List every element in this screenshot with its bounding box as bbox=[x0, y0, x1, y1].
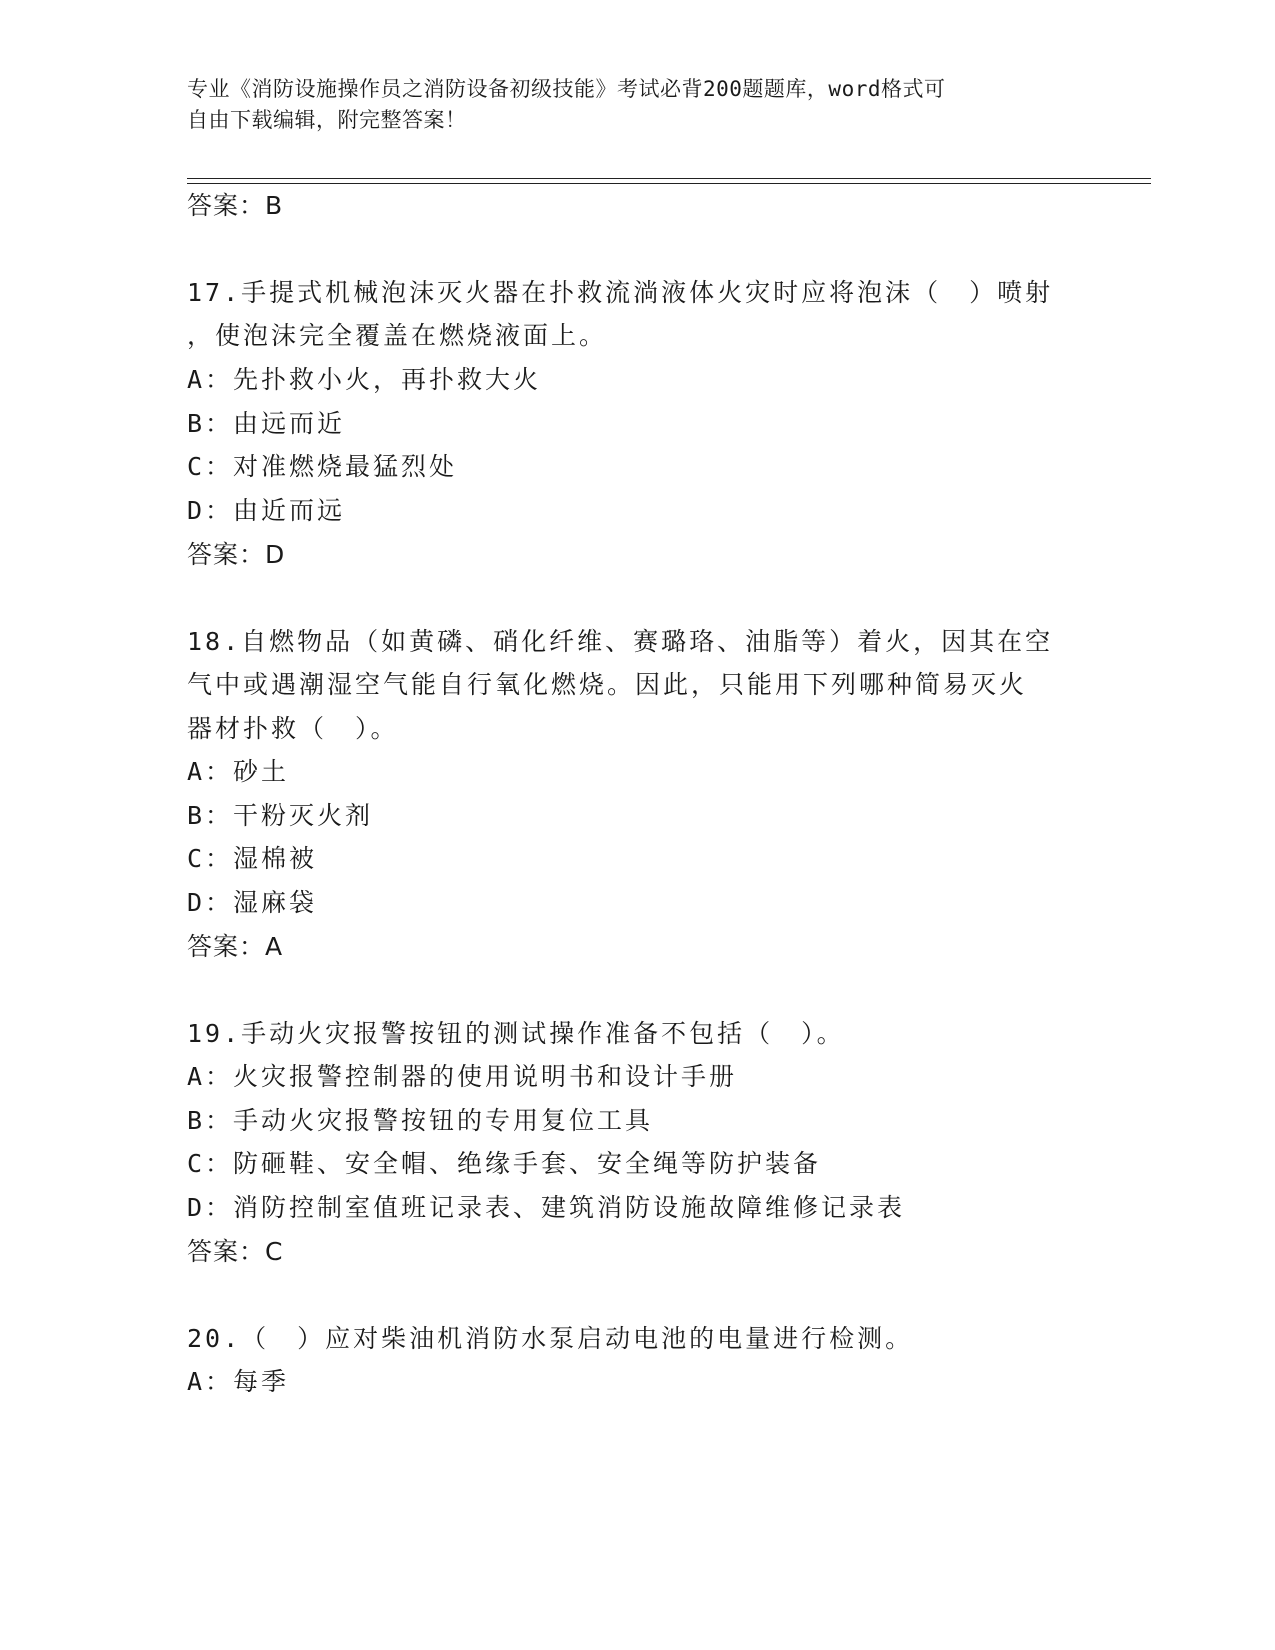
question-19-answer: 答案：C bbox=[187, 1237, 284, 1266]
question-19-option-c: C：防砸鞋、安全帽、绝缘手套、安全绳等防护装备 bbox=[187, 1149, 822, 1178]
question-17-stem-2: ，使泡沫完全覆盖在燃烧液面上。 bbox=[187, 321, 608, 350]
question-17-option-c: C：对准燃烧最猛烈处 bbox=[187, 452, 458, 481]
question-17-option-d: D：由近而远 bbox=[187, 496, 346, 525]
question-18-stem-1: 18.自燃物品（如黄磷、硝化纤维、赛璐珞、油脂等）着火，因其在空 bbox=[187, 627, 1054, 656]
question-18-stem-2: 气中或遇潮湿空气能自行氧化燃烧。因此，只能用下列哪种简易灭火 bbox=[187, 670, 1028, 699]
question-20-option-a: A：每季 bbox=[187, 1367, 290, 1396]
question-20-stem-1: 20.（ ）应对柴油机消防水泵启动电池的电量进行检测。 bbox=[187, 1324, 914, 1353]
header-line-2: 自由下载编辑，附完整答案！ bbox=[187, 108, 467, 132]
question-17-option-a: A：先扑救小火，再扑救大火 bbox=[187, 365, 542, 394]
question-17-option-b: B：由远而近 bbox=[187, 409, 346, 438]
question-18-stem-3: 器材扑救（ ）。 bbox=[187, 714, 399, 743]
header-divider-bottom bbox=[187, 183, 1151, 184]
header-divider-top bbox=[187, 178, 1151, 179]
question-18-option-c: C：湿棉被 bbox=[187, 844, 318, 873]
question-19-option-d: D：消防控制室值班记录表、建筑消防设施故障维修记录表 bbox=[187, 1193, 906, 1222]
question-17-answer: 答案：D bbox=[187, 540, 286, 569]
header-line-1: 专业《消防设施操作员之消防设备初级技能》考试必背200题题库，word格式可 bbox=[187, 77, 946, 101]
question-18-answer: 答案：A bbox=[187, 932, 284, 961]
question-19-stem-1: 19.手动火灾报警按钮的测试操作准备不包括（ ）。 bbox=[187, 1019, 845, 1048]
question-18-option-a: A：砂土 bbox=[187, 757, 290, 786]
answer-previous: 答案：B bbox=[187, 191, 284, 220]
question-17-stem-1: 17.手提式机械泡沫灭火器在扑救流淌液体火灾时应将泡沫（ ）喷射 bbox=[187, 278, 1054, 307]
question-18-option-d: D：湿麻袋 bbox=[187, 888, 318, 917]
question-19-option-a: A：火灾报警控制器的使用说明书和设计手册 bbox=[187, 1062, 738, 1091]
question-18-option-b: B：干粉灭火剂 bbox=[187, 801, 374, 830]
question-19-option-b: B：手动火灾报警按钮的专用复位工具 bbox=[187, 1106, 654, 1135]
document-header bbox=[187, 74, 1087, 136]
